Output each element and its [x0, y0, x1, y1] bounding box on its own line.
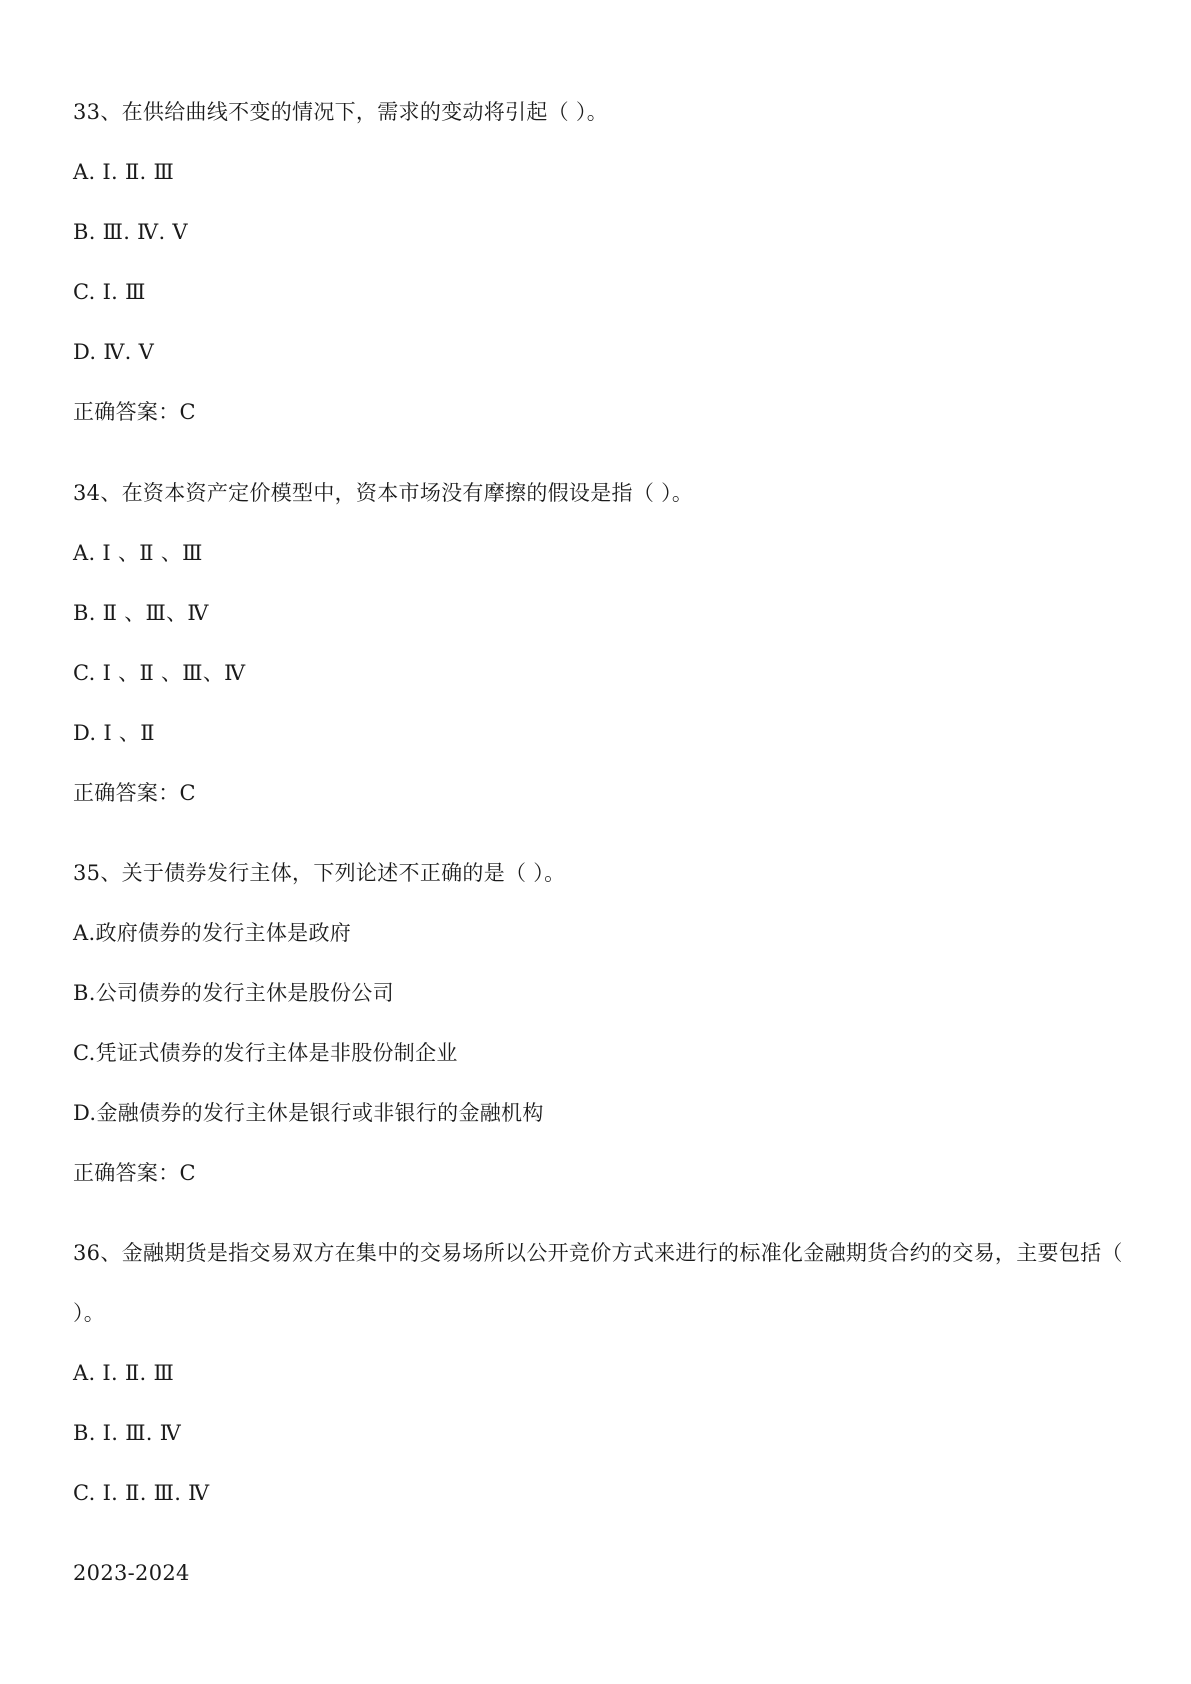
question-35-option-d: D.金融债券的发行主休是银行或非银行的金融机构 — [73, 1101, 544, 1125]
question-34-option-a: A. Ⅰ 、Ⅱ 、Ⅲ — [73, 541, 203, 565]
question-36-option-b: B. Ⅰ. Ⅲ. Ⅳ — [73, 1421, 182, 1445]
question-35-answer: 正确答案：C — [73, 1161, 196, 1185]
question-35-option-a: A.政府债券的发行主体是政府 — [73, 921, 352, 945]
question-34-option-b: B. Ⅱ 、Ⅲ、Ⅳ — [73, 601, 209, 625]
question-33-option-a: A. Ⅰ. Ⅱ. Ⅲ — [73, 160, 175, 184]
question-34-answer: 正确答案：C — [73, 781, 196, 805]
question-36-option-a: A. Ⅰ. Ⅱ. Ⅲ — [73, 1361, 175, 1385]
question-35-stem: 35、关于债券发行主体，下列论述不正确的是（ ）。 — [73, 861, 566, 885]
question-36-stem: 36、金融期货是指交易双方在集中的交易场所以公开竞价方式来进行的标准化金融期货合约的交易，主要包括（ ）。 — [73, 1241, 1123, 1325]
question-33-answer: 正确答案：C — [73, 400, 196, 424]
question-33-option-c: C. Ⅰ. Ⅲ — [73, 280, 146, 304]
question-35-option-b: B.公司债券的发行主休是股份公司 — [73, 981, 394, 1005]
question-35-option-c: C.凭证式债券的发行主体是非股份制企业 — [73, 1041, 458, 1065]
question-33-option-d: D. Ⅳ. Ⅴ — [73, 340, 155, 364]
question-33-option-b: B. Ⅲ. Ⅳ. Ⅴ — [73, 220, 188, 244]
question-34-option-d: D. Ⅰ 、Ⅱ — [73, 721, 155, 745]
question-33-stem: 33、在供给曲线不变的情况下，需求的变动将引起（ ）。 — [73, 100, 608, 124]
question-36-option-c: C. Ⅰ. Ⅱ. Ⅲ. Ⅳ — [73, 1481, 210, 1505]
footer-year-range: 2023-2024 — [73, 1561, 190, 1585]
question-34-option-c: C. Ⅰ 、Ⅱ 、Ⅲ、Ⅳ — [73, 661, 246, 685]
question-34-stem: 34、在资本资产定价模型中，资本市场没有摩擦的假设是指（ ）。 — [73, 481, 694, 505]
